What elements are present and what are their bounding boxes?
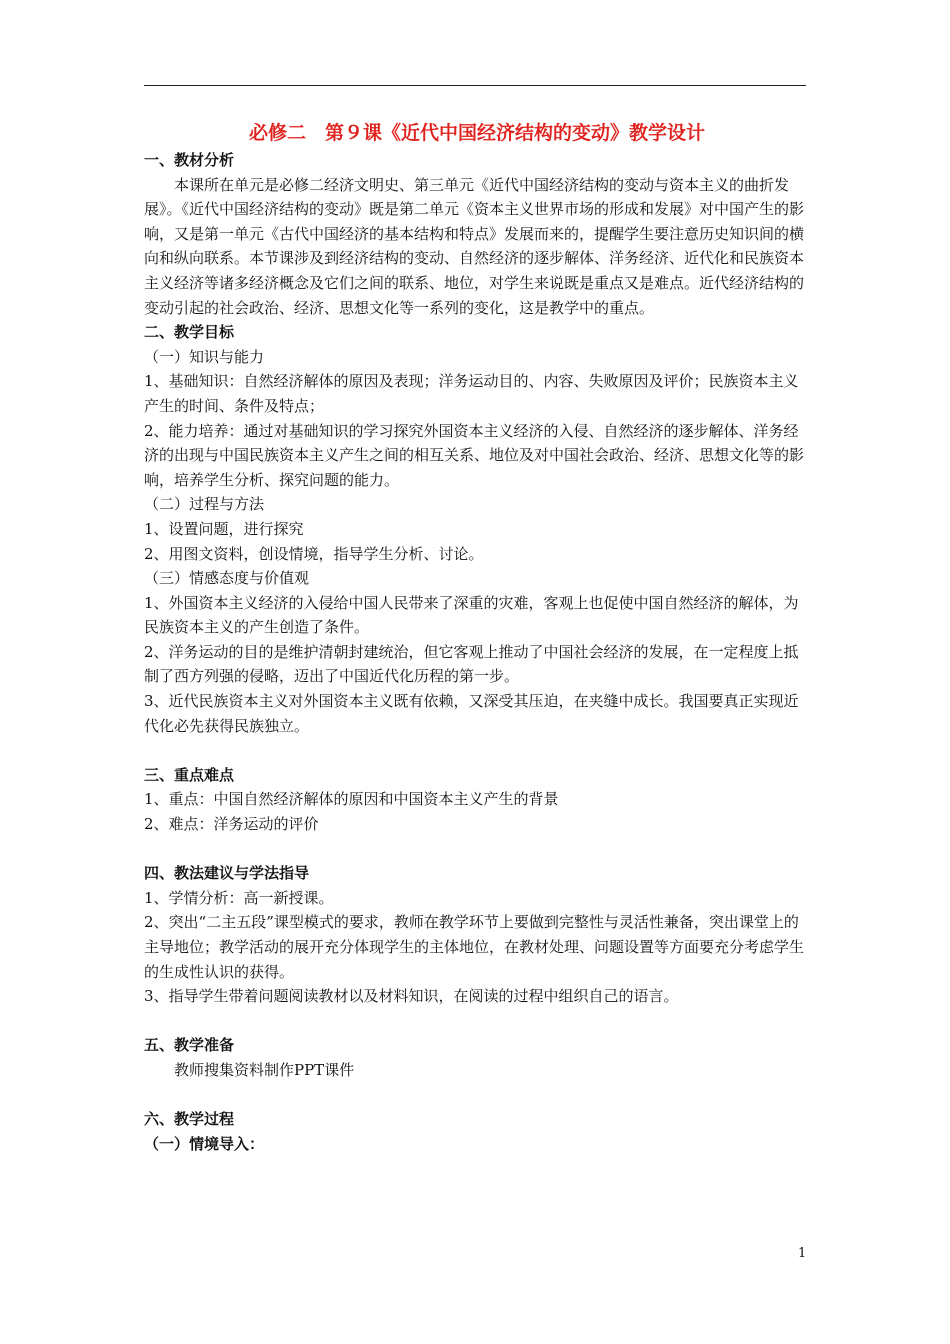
subheading-intro: （一）情境导入： — [144, 1134, 265, 1153]
subheading-knowledge: （一）知识与能力 — [144, 347, 265, 366]
section-heading-keypoints: 三、重点难点 — [144, 765, 235, 784]
subheading-values: （三）情感态度与价值观 — [144, 569, 310, 588]
section-heading-goals: 二、教学目标 — [144, 323, 235, 342]
goal-item: 3、近代民族资本主义对外国资本主义既有依赖，又深受其压迫，在夹缝中成长。我国要真正实现近代化必先获得民族独立。 — [144, 692, 799, 735]
section-heading-process: 六、教学过程 — [144, 1110, 235, 1129]
section-heading-analysis: 一、教材分析 — [144, 151, 235, 169]
header-rule — [144, 85, 806, 86]
goal-item: 2、能力培养：通过对基础知识的学习探究外国资本主义经济的入侵、自然经济的逐步解体、洋务经济的出现与中国民族资本主义产生之间的相互关系、地位及对中国社会政治、经济、思想文化等的影响，培养学生分析、探究问题的能力。 — [144, 421, 805, 489]
keypoint-item: 1、重点：中国自然经济解体的原因和中国资本主义产生的背景 — [144, 790, 559, 809]
section-heading-methods: 四、教法建议与学法指导 — [144, 864, 310, 883]
subheading-process: （二）过程与方法 — [144, 495, 265, 514]
page-number: 1 — [798, 1246, 807, 1261]
goal-item: 2、用图文资料，创设情境，指导学生分析、讨论。 — [144, 544, 484, 563]
preparation-text: 教师搜集资料制作PPT课件 — [174, 1060, 355, 1079]
document-body — [144, 120, 810, 1156]
goal-item: 1、外国资本主义经济的入侵给中国人民带来了深重的灾难，客观上也促使中国自然经济的解体，为民族资本主义的产生创造了条件。 — [144, 593, 799, 637]
method-item: 3、指导学生带着问题阅读教材以及材料知识，在阅读的过程中组织自己的语言。 — [144, 987, 679, 1006]
document-title: 必修二 第９课《近代中国经济结构的变动》教学设计 — [248, 122, 705, 144]
section-heading-preparation: 五、教学准备 — [144, 1036, 235, 1055]
goal-item: 1、基础知识：自然经济解体的原因及表现；洋务运动目的、内容、失败原因及评价；民族资本主义产生的时间、条件及特点； — [144, 372, 799, 415]
method-item: 2、突出“二主五段”课型模式的要求，教师在教学环节上要做到完整性与灵活性兼备，突出课堂上的主导地位；教学活动的展开充分体现学生的主体地位，在教材处理、问题设置等方面要充分考虑学生的生成性认识的获得。 — [144, 913, 805, 981]
goal-item: 1、设置问题，进行探究 — [144, 519, 304, 538]
analysis-paragraph: 本课所在单元是必修二经济文明史、第三单元《近代中国经济结构的变动与资本主义的曲折发展》。《近代中国经济结构的变动》既是第二单元《资本主义世界市场的形成和发展》对中国产生的影响，又是第一单元《古代中国经济的基本结构和特点》发展而来的，提醒学生要注意历史知识间的横向和纵向联系。本节课涉及到经济结构的变动、自然经济的逐步解体、洋务经济、近代化和民族资本主义经济等诸多经济概念及它们之间的联系、地位，对学生来说既是重点又是难点。近代经济结构的变动引起的社会政治、经济、思想文化等一系列的变化，这是教学中的重点。 — [144, 175, 805, 317]
keypoint-item: 2、难点：洋务运动的评价 — [144, 815, 319, 834]
method-item: 1、学情分析：高一新授课。 — [144, 888, 334, 907]
goal-item: 2、洋务运动的目的是维护清朝封建统治，但它客观上推动了中国社会经济的发展，在一定程度上抵制了西方列强的侵略，迈出了中国近代化历程的第一步。 — [144, 642, 799, 686]
